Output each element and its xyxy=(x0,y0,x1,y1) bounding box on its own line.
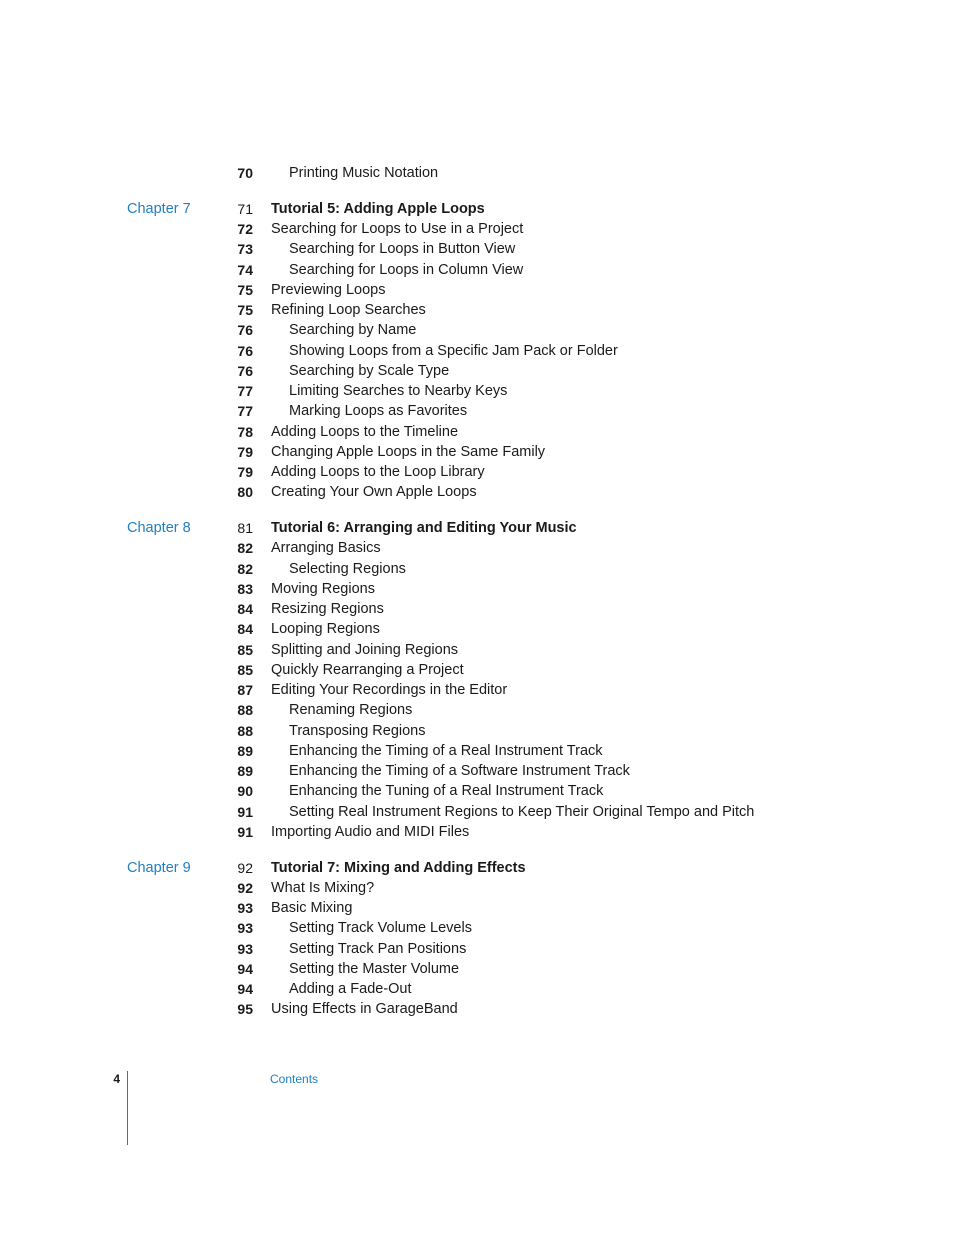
toc-entry-title: Adding Loops to the Timeline xyxy=(271,423,459,440)
toc-section-entry[interactable] xyxy=(0,660,954,680)
toc-entry-title: Searching for Loops in Button View xyxy=(289,241,516,258)
toc-section-entry[interactable] xyxy=(0,300,954,320)
toc-page-number: 93 xyxy=(237,920,253,937)
toc-entry-title: Quickly Rearranging a Project xyxy=(271,661,464,678)
toc-page-number: 76 xyxy=(237,322,253,339)
toc-page-number: 84 xyxy=(237,601,253,617)
toc-entry-title: Setting Track Pan Positions xyxy=(289,940,467,957)
footer-rule xyxy=(127,1071,128,1145)
toc-section-entry[interactable] xyxy=(0,579,954,599)
toc-entry-title: Limiting Searches to Nearby Keys xyxy=(289,383,508,399)
section-gap xyxy=(0,842,954,858)
toc-page-number: 94 xyxy=(237,960,253,977)
toc-entry-title: Searching for Loops to Use in a Project xyxy=(271,221,524,237)
toc-page-number: 77 xyxy=(237,403,253,420)
page-number: 4 xyxy=(113,1072,120,1086)
toc-entry-title: Showing Loops from a Specific Jam Pack or Folder xyxy=(289,342,618,359)
toc-page-number: 75 xyxy=(237,302,253,318)
toc-page-number: 91 xyxy=(237,803,253,820)
toc-subsection-entry[interactable] xyxy=(0,341,954,361)
toc-page-number: 92 xyxy=(237,879,253,896)
toc-page-number: 72 xyxy=(237,221,253,237)
toc-page-number: 76 xyxy=(237,342,253,359)
toc-section-entry[interactable] xyxy=(0,219,954,239)
toc-entry-title: Tutorial 7: Mixing and Adding Effects xyxy=(271,859,526,876)
toc-subsection-entry[interactable] xyxy=(0,781,954,801)
toc-page-number: 88 xyxy=(237,702,253,719)
toc-page-number: 82 xyxy=(237,540,253,557)
toc-chapter-entry[interactable] xyxy=(0,518,954,538)
toc-subsection-entry[interactable] xyxy=(0,802,954,822)
toc-page-number: 90 xyxy=(237,783,253,800)
toc-entry-title: Arranging Basics xyxy=(271,540,381,557)
toc-subsection-entry[interactable] xyxy=(0,559,954,579)
toc-entry-title: Editing Your Recordings in the Editor xyxy=(271,682,508,698)
toc-page-number: 76 xyxy=(237,362,253,379)
toc-page-number: 95 xyxy=(237,1001,253,1018)
toc-section-entry[interactable] xyxy=(0,482,954,502)
toc-page-number: 91 xyxy=(237,823,253,840)
toc-entry-title: Basic Mixing xyxy=(271,900,353,916)
toc-entry-title: Adding Loops to the Loop Library xyxy=(271,464,485,480)
toc-page-number: 84 xyxy=(237,621,253,638)
toc-entry-title: Adding a Fade-Out xyxy=(289,981,412,997)
toc-entry-title: Printing Music Notation xyxy=(289,165,439,181)
toc-page-number: 79 xyxy=(237,464,253,480)
toc-entry-title: Previewing Loops xyxy=(271,281,386,298)
toc-subsection-entry[interactable] xyxy=(0,741,954,761)
toc-entry-title: Transposing Regions xyxy=(289,722,426,739)
toc-subsection-entry[interactable] xyxy=(0,918,954,938)
toc-entry-title: Setting Track Volume Levels xyxy=(289,920,472,937)
toc-page-number: 70 xyxy=(237,165,253,181)
toc-section-entry[interactable] xyxy=(0,538,954,558)
toc-entry-title: Selecting Regions xyxy=(289,560,406,577)
toc-entry-title: Searching by Scale Type xyxy=(289,362,450,379)
toc-subsection-entry[interactable] xyxy=(0,361,954,381)
toc-entry-title: Enhancing the Timing of a Software Instrument Track xyxy=(289,763,630,779)
toc-entry-title: Tutorial 6: Arranging and Editing Your Music xyxy=(271,520,577,536)
toc-section-entry[interactable] xyxy=(0,878,954,898)
toc-entry-title: Creating Your Own Apple Loops xyxy=(271,484,477,501)
toc-page-number: 75 xyxy=(237,281,253,298)
toc-page-number: 80 xyxy=(237,484,253,501)
toc-entry-title: Setting the Master Volume xyxy=(289,960,460,977)
toc-entry-title: Tutorial 5: Adding Apple Loops xyxy=(271,200,485,217)
toc-page-number: 89 xyxy=(237,763,253,779)
toc-section-entry[interactable] xyxy=(0,680,954,700)
toc-subsection-entry[interactable] xyxy=(0,959,954,979)
footer-section-label: Contents xyxy=(270,1072,319,1086)
toc-page-number: 87 xyxy=(237,682,253,698)
toc-entry-title: Setting Real Instrument Regions to Keep Their Original Tempo and Pitch xyxy=(289,803,755,820)
toc-section-entry[interactable] xyxy=(0,280,954,300)
toc-subsection-entry[interactable] xyxy=(0,381,954,401)
chapter-label: Chapter 8 xyxy=(127,520,191,536)
toc-section-entry[interactable] xyxy=(0,599,954,619)
toc-section-entry[interactable] xyxy=(0,619,954,639)
toc-subsection-entry[interactable] xyxy=(0,260,954,280)
toc-section-entry[interactable] xyxy=(0,442,954,462)
toc-chapter-entry[interactable] xyxy=(0,199,954,219)
toc-entry-title: Looping Regions xyxy=(271,621,380,638)
toc-entry-title: Enhancing the Tuning of a Real Instrument Track xyxy=(289,783,604,800)
toc-page-number: 89 xyxy=(237,742,253,759)
toc-page-number: 83 xyxy=(237,580,253,597)
toc-page-number: 81 xyxy=(237,520,253,536)
toc-page-number: 93 xyxy=(237,940,253,957)
toc-entry-title: Refining Loop Searches xyxy=(271,302,426,318)
toc-entry-title: Enhancing the Timing of a Real Instrument Track xyxy=(289,742,603,759)
toc-page-number: 93 xyxy=(237,900,253,916)
toc-subsection-entry[interactable] xyxy=(0,239,954,259)
chapter-label: Chapter 7 xyxy=(127,200,191,217)
toc-section-entry[interactable] xyxy=(0,640,954,660)
toc-entry-title: Splitting and Joining Regions xyxy=(271,641,459,658)
toc-entry-title: What Is Mixing? xyxy=(271,879,375,896)
toc-section-entry[interactable] xyxy=(0,462,954,482)
chapter-label: Chapter 9 xyxy=(127,859,191,876)
toc-entry-title: Searching by Name xyxy=(289,322,417,339)
toc-subsection-entry[interactable] xyxy=(0,761,954,781)
toc-page-number: 85 xyxy=(237,641,253,658)
toc-section-entry[interactable] xyxy=(0,822,954,842)
toc-subsection-entry[interactable] xyxy=(0,939,954,959)
toc-section-entry[interactable] xyxy=(0,422,954,442)
toc-entry-title: Marking Loops as Favorites xyxy=(289,403,468,420)
toc-entry-title: Using Effects in GarageBand xyxy=(271,1001,458,1018)
toc-page-number: 88 xyxy=(237,722,253,739)
section-gap xyxy=(0,503,954,519)
toc-page-number: 73 xyxy=(237,241,253,258)
toc-subsection-entry[interactable] xyxy=(0,700,954,720)
toc-subsection-entry[interactable] xyxy=(0,979,954,999)
toc-subsection-entry[interactable] xyxy=(0,401,954,421)
toc-page-number: 79 xyxy=(237,443,253,460)
toc-entry-title: Changing Apple Loops in the Same Family xyxy=(271,443,546,460)
toc-page-number: 74 xyxy=(237,261,253,278)
toc-page-number: 71 xyxy=(237,200,253,217)
toc-page-number: 92 xyxy=(237,859,253,876)
toc-entry-title: Resizing Regions xyxy=(271,601,384,617)
toc-page-number: 82 xyxy=(237,560,253,577)
toc-chapter-entry[interactable] xyxy=(0,858,954,878)
toc-entry-title: Moving Regions xyxy=(271,580,375,597)
toc-subsection-entry[interactable] xyxy=(0,721,954,741)
toc-section-entry[interactable] xyxy=(0,999,954,1019)
toc-page-number: 94 xyxy=(237,981,253,997)
toc-subsection-entry[interactable] xyxy=(0,320,954,340)
section-gap xyxy=(0,183,954,199)
toc-page-number: 78 xyxy=(237,423,253,440)
toc-page-number: 77 xyxy=(237,383,253,399)
toc-section-entry[interactable] xyxy=(0,898,954,918)
toc-entry-title: Importing Audio and MIDI Files xyxy=(271,823,470,840)
toc-subsection-entry[interactable] xyxy=(0,163,954,183)
toc-entry-title: Renaming Regions xyxy=(289,702,413,719)
toc-page-number: 85 xyxy=(237,661,253,678)
toc-entry-title: Searching for Loops in Column View xyxy=(289,261,524,278)
table-of-contents xyxy=(0,163,954,1020)
